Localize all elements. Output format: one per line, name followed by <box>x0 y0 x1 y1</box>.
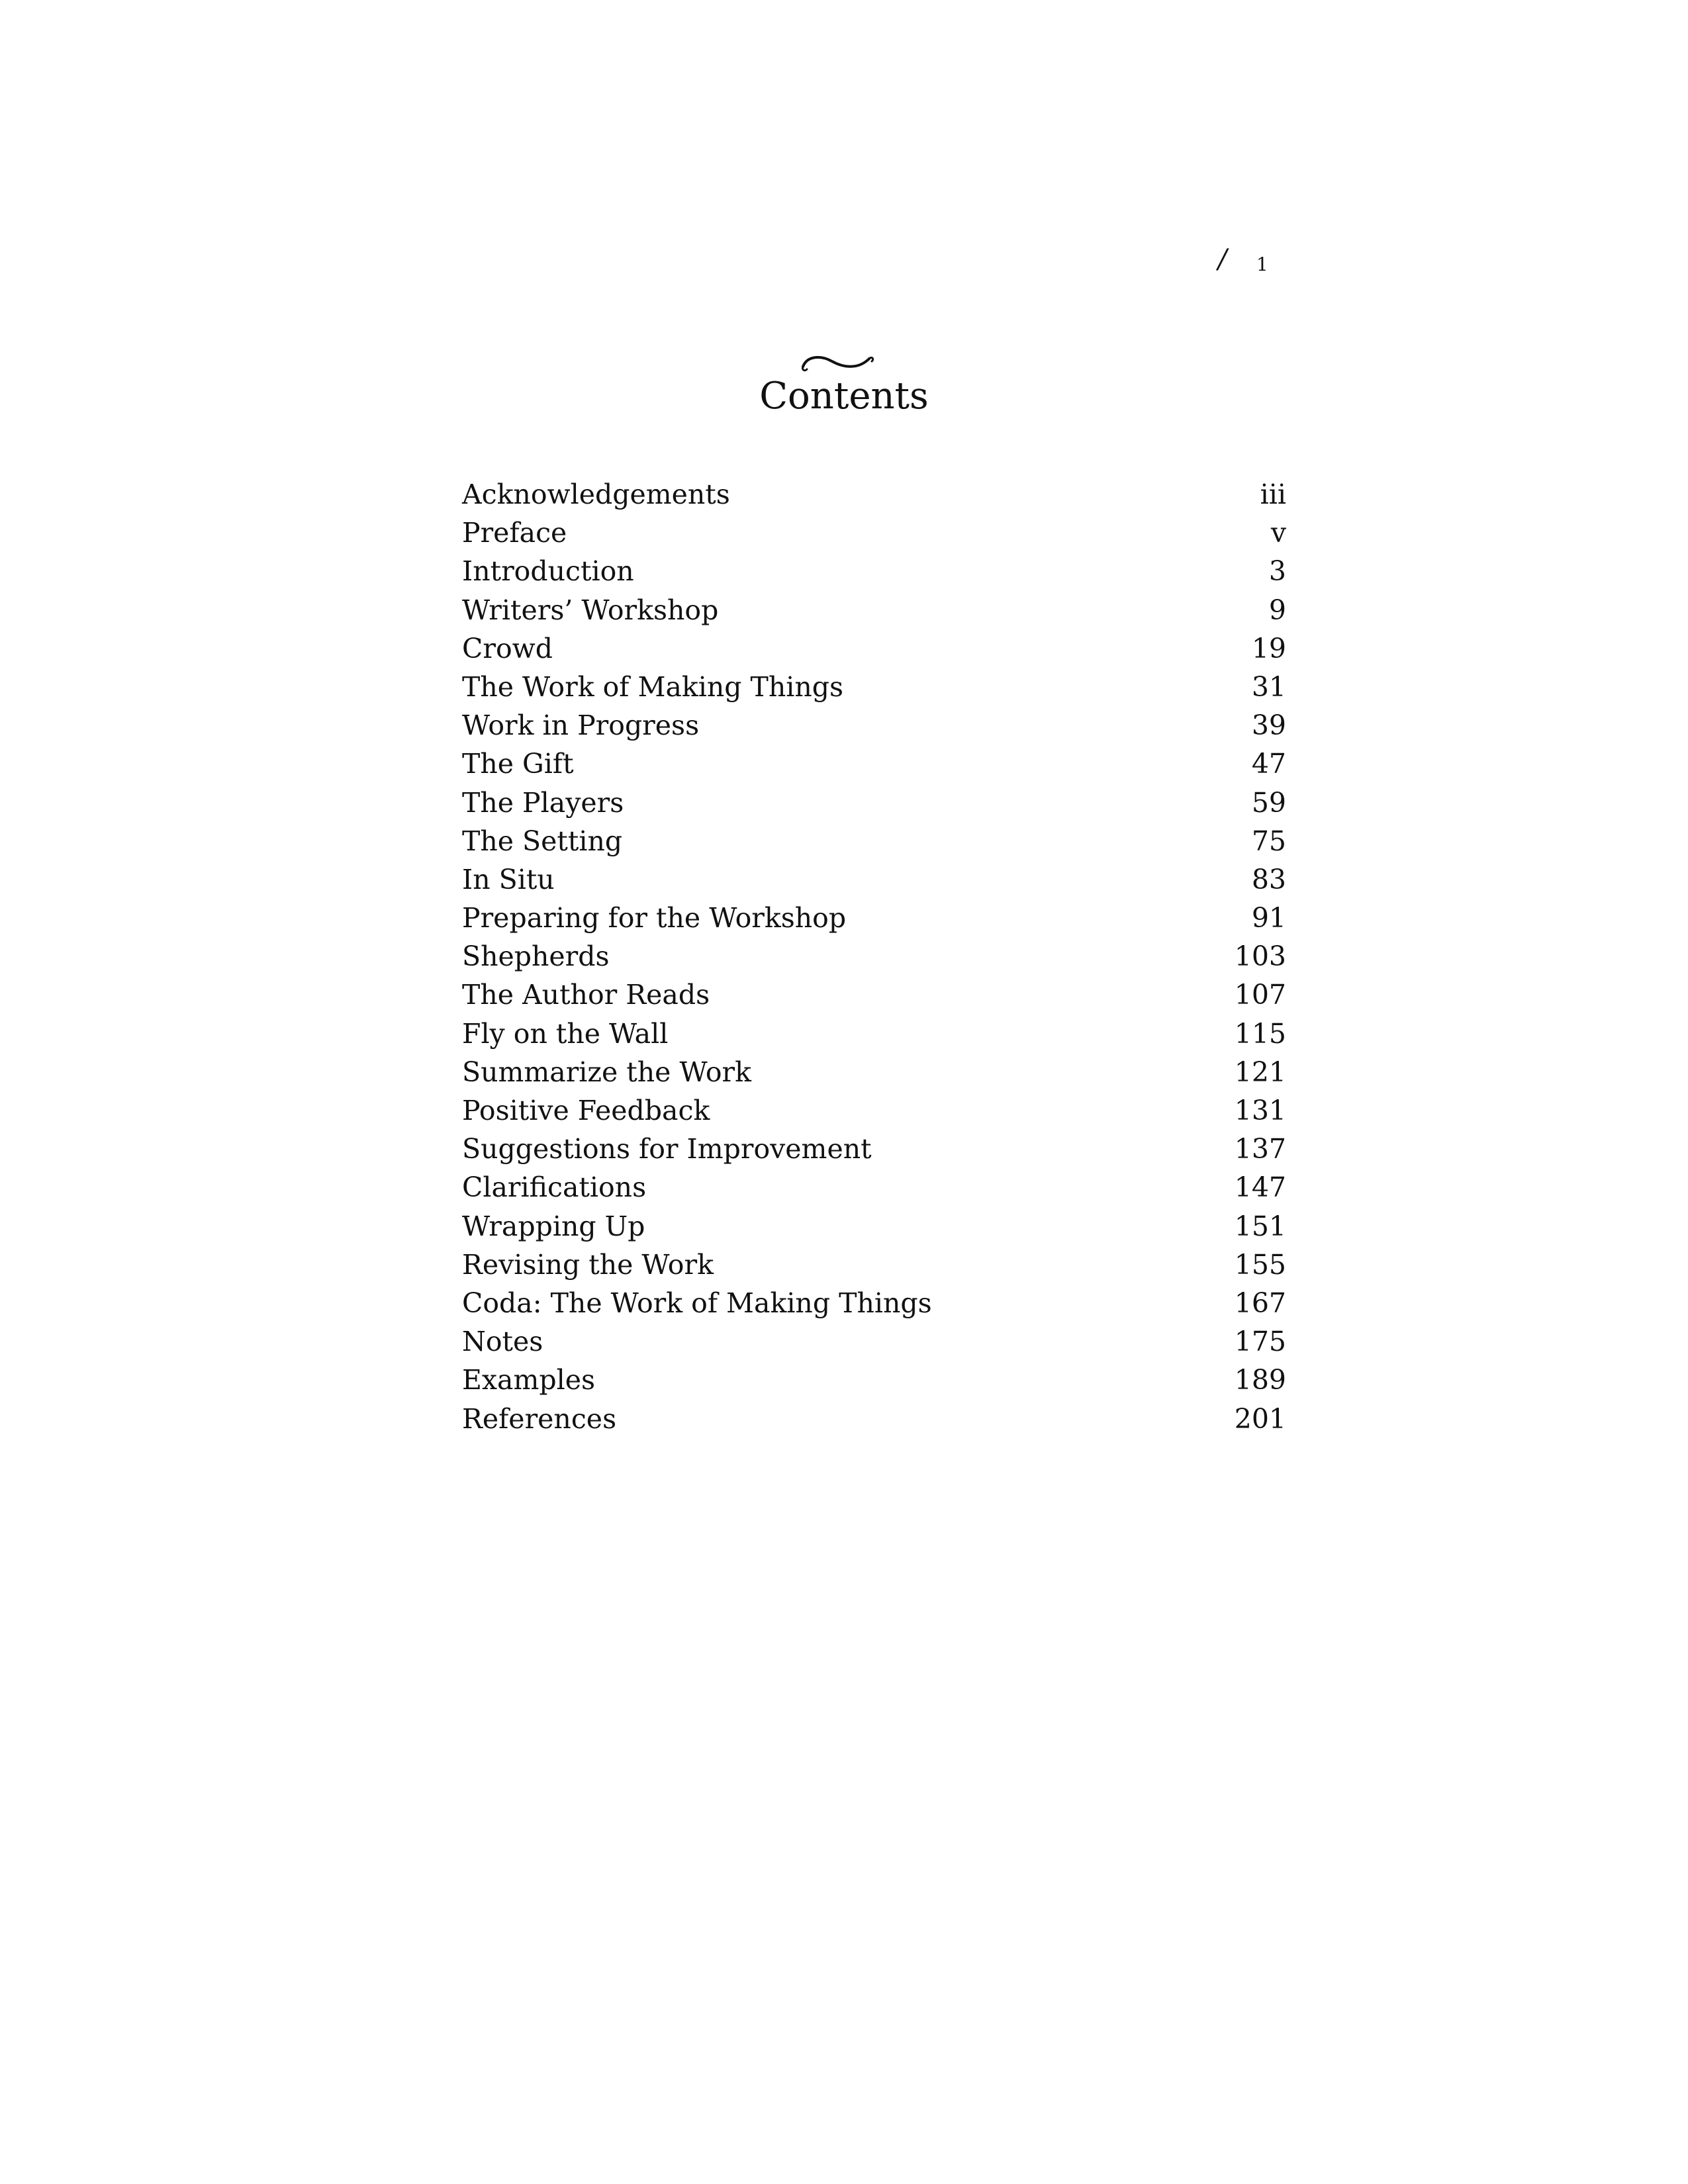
toc-entry-title: Preface <box>462 517 567 549</box>
toc-entry <box>462 552 1286 590</box>
toc-entry-page: 75 <box>1251 825 1286 857</box>
toc-entry-title: The Setting <box>462 825 623 857</box>
toc-entry-title: Acknowledgements <box>462 478 730 510</box>
toc-entry <box>462 1207 1286 1246</box>
toc-entry <box>462 1246 1286 1284</box>
toc-entry-page: 107 <box>1234 979 1286 1011</box>
toc-entry <box>462 629 1286 668</box>
toc-entry <box>462 899 1286 937</box>
toc-entry-title: Notes <box>462 1326 543 1358</box>
toc-entry-page: 155 <box>1234 1248 1286 1281</box>
toc-entry <box>462 937 1286 976</box>
toc-entry-title: Wrapping Up <box>462 1210 645 1242</box>
page-title-wrapper <box>0 376 1688 417</box>
toc-entry-title: The Work of Making Things <box>462 670 844 703</box>
toc-entry-title: Suggestions for Improvement <box>462 1133 872 1165</box>
toc-entry-title: Work in Progress <box>462 709 700 742</box>
toc-entry-page: 115 <box>1234 1017 1286 1050</box>
table-of-contents <box>462 475 1286 1438</box>
toc-entry-page: v <box>1270 517 1286 549</box>
toc-entry-title: Examples <box>462 1364 596 1396</box>
toc-entry-page: 175 <box>1234 1326 1286 1358</box>
page-title: Contents <box>759 375 929 418</box>
toc-entry <box>462 1130 1286 1168</box>
toc-entry <box>462 1322 1286 1361</box>
toc-entry-page: 151 <box>1234 1210 1286 1242</box>
toc-entry <box>462 706 1286 745</box>
toc-entry-page: 3 <box>1268 555 1286 588</box>
toc-entry-title: In Situ <box>462 863 555 895</box>
toc-entry <box>462 745 1286 783</box>
toc-entry-page: 83 <box>1251 863 1286 895</box>
toc-entry <box>462 1091 1286 1130</box>
toc-entry-page: 189 <box>1234 1364 1286 1396</box>
toc-entry <box>462 1053 1286 1091</box>
swash-ornament-icon <box>798 349 877 376</box>
toc-entry-title: Preparing for the Workshop <box>462 902 847 934</box>
toc-entry <box>462 475 1286 514</box>
toc-entry <box>462 668 1286 706</box>
toc-entry-title: Clarifications <box>462 1171 647 1204</box>
running-head-slash: / <box>1218 244 1227 275</box>
toc-entry-page: 31 <box>1251 670 1286 703</box>
toc-entry-title: Fly on the Wall <box>462 1017 669 1050</box>
toc-entry-title: Revising the Work <box>462 1248 714 1281</box>
running-head <box>1218 246 1284 286</box>
toc-entry <box>462 860 1286 899</box>
toc-entry <box>462 976 1286 1014</box>
toc-entry-title: Positive Feedback <box>462 1095 710 1126</box>
toc-entry-title: Introduction <box>462 555 634 588</box>
toc-entry-page: 201 <box>1234 1402 1286 1435</box>
page-number: 1 <box>1256 253 1268 275</box>
toc-entry-title: Crowd <box>462 632 553 664</box>
toc-entry-page: 47 <box>1251 748 1286 780</box>
toc-entry <box>462 784 1286 822</box>
toc-entry <box>462 1361 1286 1399</box>
toc-entry-title: The Author Reads <box>462 979 710 1011</box>
toc-entry-title: The Gift <box>462 748 574 780</box>
toc-entry <box>462 514 1286 552</box>
toc-entry-page: iii <box>1260 478 1286 510</box>
toc-entry-page: 147 <box>1234 1171 1286 1204</box>
toc-entry-page: 39 <box>1251 709 1286 742</box>
toc-entry <box>462 822 1286 860</box>
toc-entry-page: 121 <box>1234 1056 1286 1088</box>
toc-entry-page: 137 <box>1234 1133 1286 1165</box>
toc-entry-title: The Players <box>462 786 624 819</box>
toc-entry <box>462 591 1286 629</box>
toc-entry-title: Writers’ Workshop <box>462 594 719 626</box>
toc-entry-title: References <box>462 1402 617 1435</box>
toc-entry <box>462 1168 1286 1206</box>
toc-entry <box>462 1400 1286 1438</box>
toc-entry-title: Summarize the Work <box>462 1056 751 1088</box>
toc-entry-page: 167 <box>1234 1287 1286 1319</box>
toc-entry-page: 9 <box>1268 594 1286 626</box>
toc-entry-page: 59 <box>1251 786 1286 819</box>
toc-entry-page: 91 <box>1251 902 1286 934</box>
toc-entry <box>462 1284 1286 1322</box>
toc-entry-page: 131 <box>1234 1095 1286 1126</box>
toc-entry-page: 103 <box>1234 940 1286 973</box>
toc-entry-title: Shepherds <box>462 940 610 973</box>
toc-entry-title: Coda: The Work of Making Things <box>462 1287 932 1319</box>
toc-entry <box>462 1015 1286 1053</box>
toc-entry-page: 19 <box>1251 632 1286 664</box>
